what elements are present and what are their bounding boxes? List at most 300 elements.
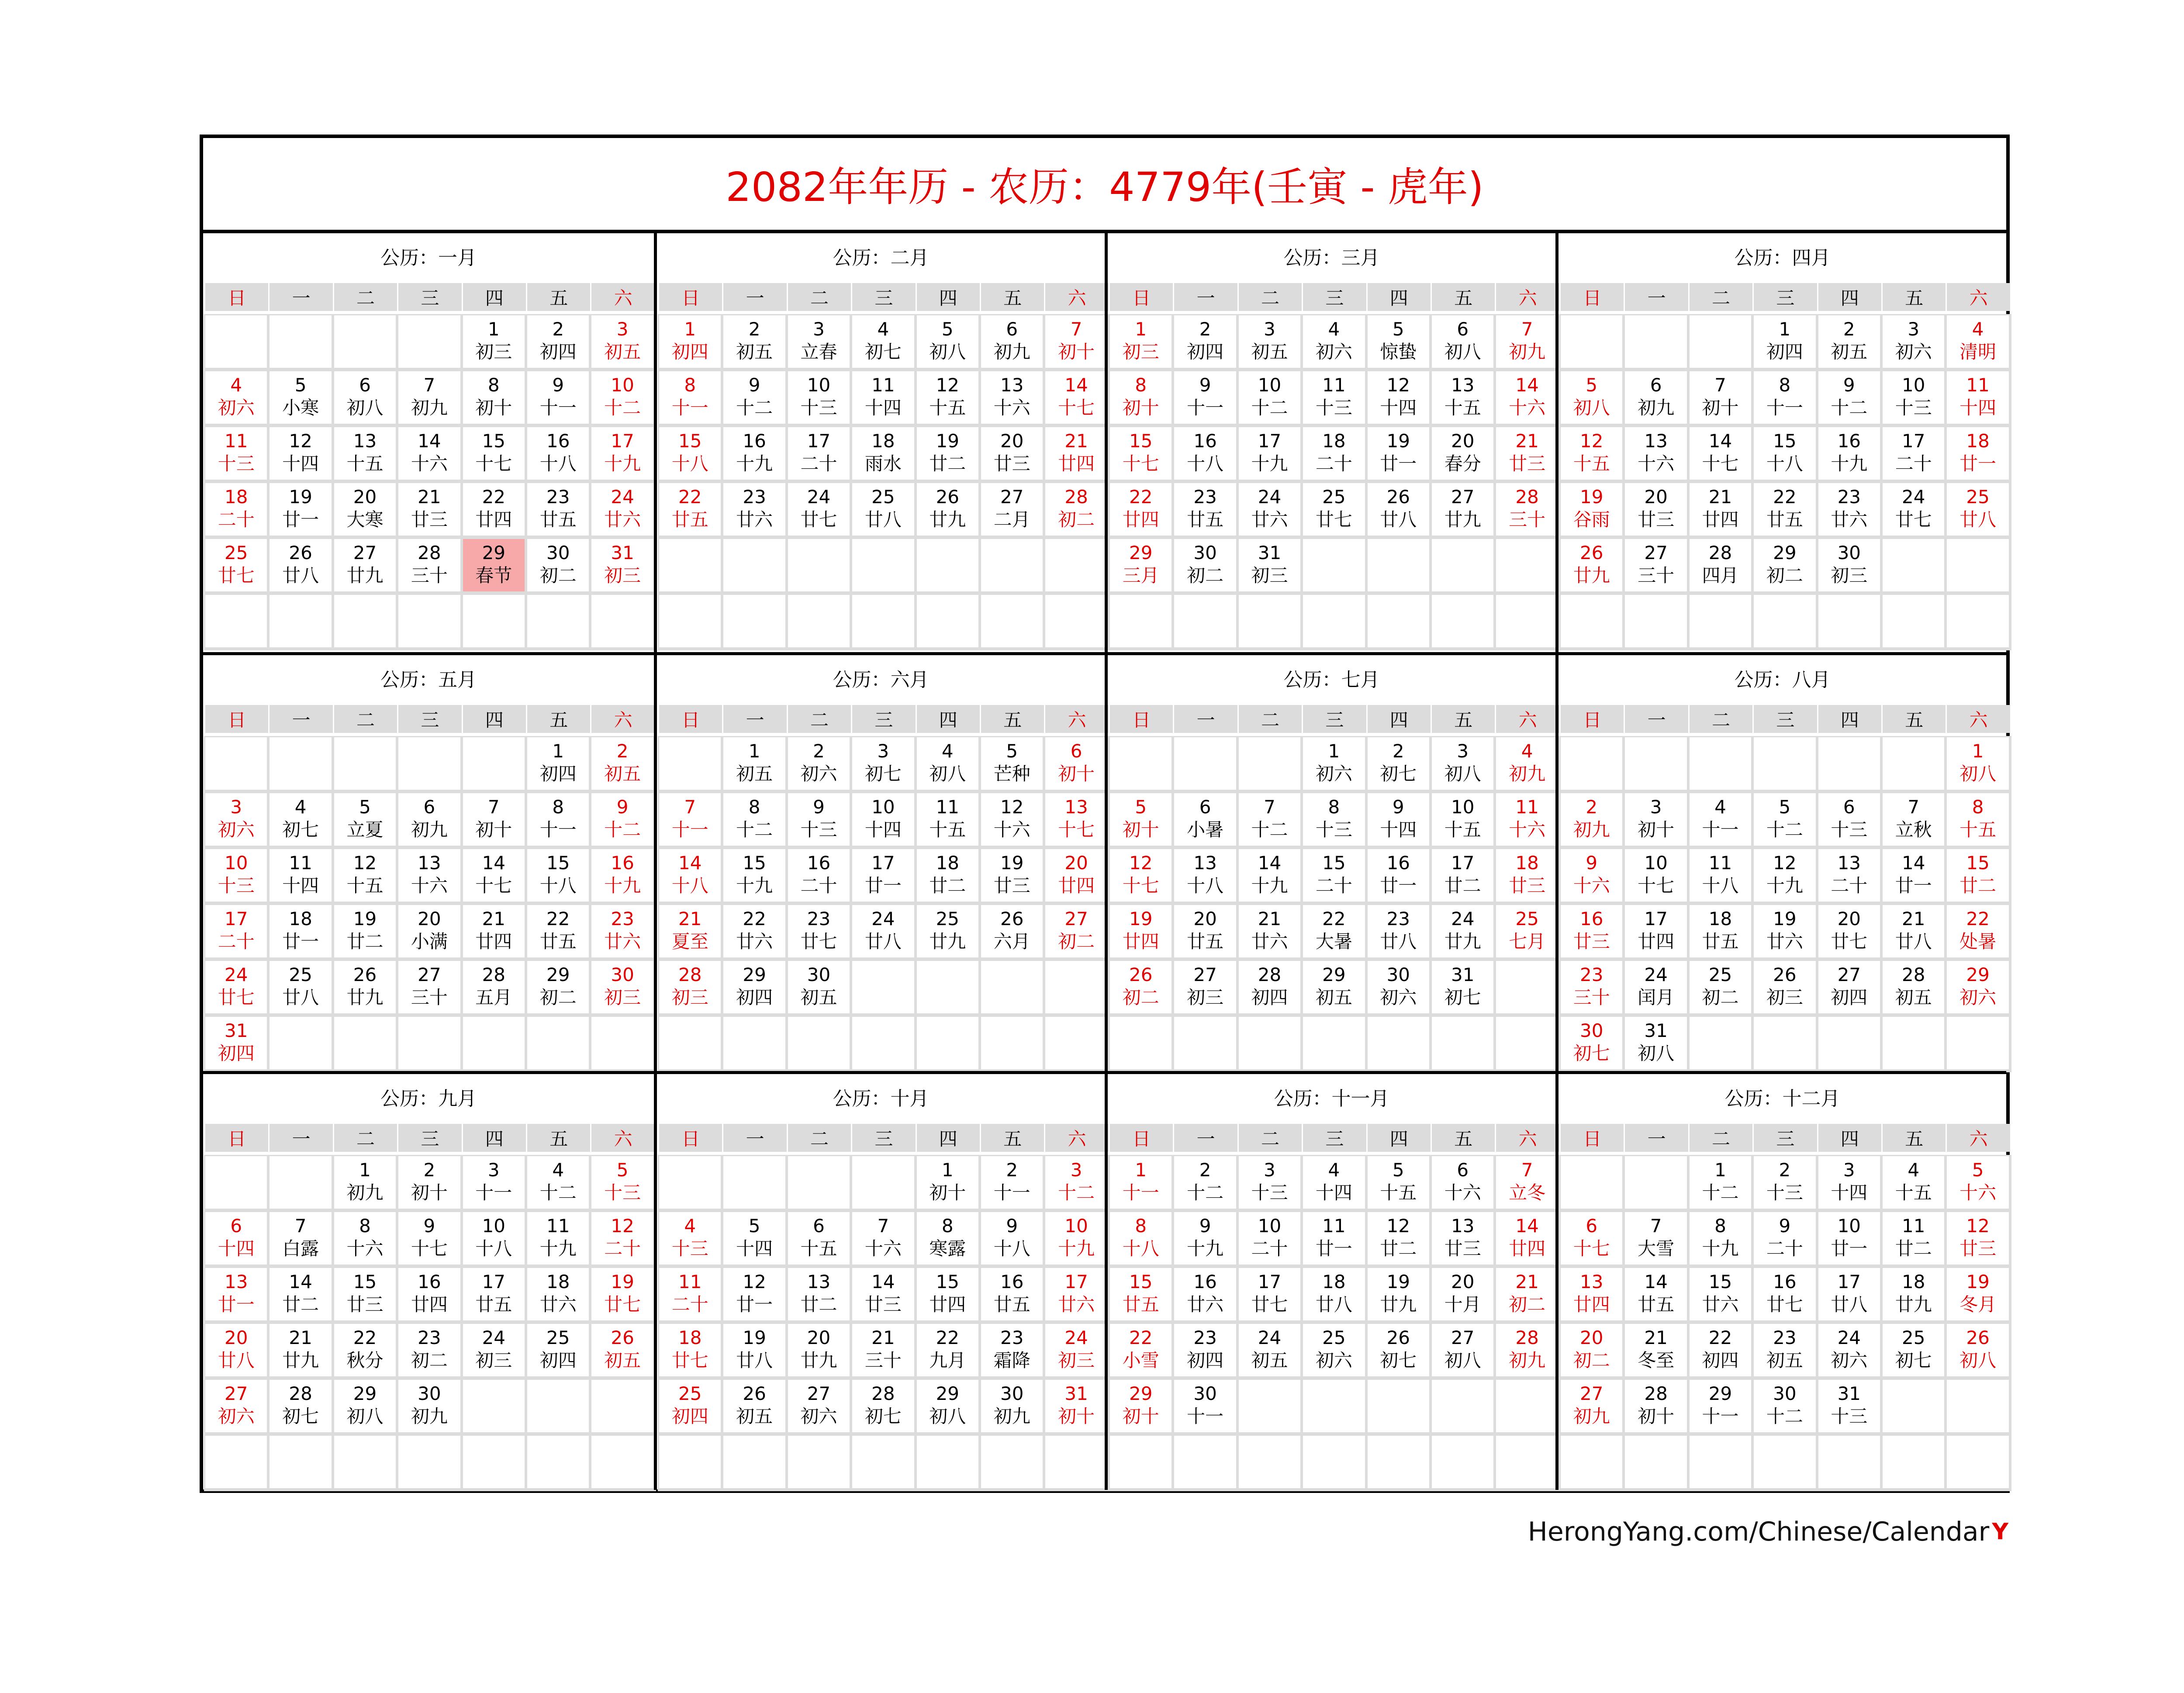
day-cell[interactable] (1625, 905, 1686, 957)
day-cell[interactable] (1174, 371, 1236, 424)
day-cell[interactable] (591, 427, 653, 480)
day-cell[interactable] (723, 737, 785, 790)
day-cell[interactable] (1561, 1380, 1622, 1432)
day-cell[interactable] (981, 793, 1043, 846)
day-cell[interactable] (334, 1380, 396, 1432)
day-cell[interactable] (463, 793, 525, 846)
day-cell[interactable] (398, 961, 460, 1013)
day-cell[interactable] (1690, 1324, 1751, 1376)
day-cell[interactable] (1432, 1268, 1493, 1320)
day-cell[interactable] (659, 483, 721, 536)
day-cell[interactable] (1496, 315, 1558, 368)
day-cell[interactable] (1303, 315, 1365, 368)
day-cell[interactable] (723, 1380, 785, 1432)
day-cell[interactable] (1368, 1324, 1429, 1376)
day-cell[interactable] (1754, 427, 1815, 480)
day-cell[interactable] (1045, 1380, 1107, 1432)
day-cell[interactable] (1368, 793, 1429, 846)
day-cell[interactable] (1625, 371, 1686, 424)
day-cell[interactable] (1561, 483, 1622, 536)
day-cell[interactable] (1432, 1212, 1493, 1265)
day-cell[interactable] (723, 1324, 785, 1376)
day-cell[interactable] (917, 427, 978, 480)
day-cell[interactable] (1561, 961, 1622, 1013)
day-cell[interactable] (398, 1156, 460, 1209)
day-cell[interactable] (1432, 315, 1493, 368)
day-cell[interactable] (981, 483, 1043, 536)
day-cell[interactable] (1174, 1380, 1236, 1432)
day-cell[interactable] (788, 849, 850, 902)
day-cell[interactable] (1883, 371, 1944, 424)
day-cell[interactable] (398, 427, 460, 480)
day-cell[interactable] (1045, 1268, 1107, 1320)
day-cell[interactable] (1625, 427, 1686, 480)
day-cell[interactable] (1818, 849, 1880, 902)
day-cell[interactable] (205, 905, 267, 957)
day-cell[interactable] (1947, 1156, 2008, 1209)
day-cell[interactable] (1045, 905, 1107, 957)
day-cell[interactable] (463, 539, 525, 591)
day-cell[interactable] (1496, 1212, 1558, 1265)
day-cell[interactable] (1625, 849, 1686, 902)
day-cell[interactable] (463, 1212, 525, 1265)
day-cell[interactable] (334, 961, 396, 1013)
day-cell[interactable] (1818, 1324, 1880, 1376)
day-cell[interactable] (1303, 905, 1365, 957)
day-cell[interactable] (981, 1380, 1043, 1432)
day-cell[interactable] (270, 1212, 331, 1265)
day-cell[interactable] (1496, 1268, 1558, 1320)
day-cell[interactable] (1239, 849, 1300, 902)
day-cell[interactable] (1818, 1212, 1880, 1265)
day-cell[interactable] (1174, 1156, 1236, 1209)
day-cell[interactable] (1883, 849, 1944, 902)
day-cell[interactable] (527, 539, 589, 591)
day-cell[interactable] (1947, 737, 2008, 790)
day-cell[interactable] (852, 1268, 914, 1320)
day-cell[interactable] (463, 483, 525, 536)
day-cell[interactable] (463, 905, 525, 957)
day-cell[interactable] (1303, 849, 1365, 902)
day-cell[interactable] (1303, 961, 1365, 1013)
day-cell[interactable] (1496, 427, 1558, 480)
day-cell[interactable] (205, 961, 267, 1013)
day-cell[interactable] (1110, 427, 1171, 480)
day-cell[interactable] (1174, 315, 1236, 368)
day-cell[interactable] (1690, 1156, 1751, 1209)
day-cell[interactable] (723, 483, 785, 536)
day-cell[interactable] (1045, 1212, 1107, 1265)
day-cell[interactable] (1947, 793, 2008, 846)
day-cell[interactable] (1754, 539, 1815, 591)
day-cell[interactable] (1368, 849, 1429, 902)
day-cell[interactable] (1432, 793, 1493, 846)
day-cell[interactable] (917, 849, 978, 902)
day-cell[interactable] (334, 793, 396, 846)
day-cell[interactable] (917, 1380, 978, 1432)
day-cell[interactable] (1368, 1268, 1429, 1320)
day-cell[interactable] (1045, 737, 1107, 790)
day-cell[interactable] (1239, 905, 1300, 957)
day-cell[interactable] (270, 1268, 331, 1320)
day-cell[interactable] (917, 1268, 978, 1320)
day-cell[interactable] (398, 539, 460, 591)
day-cell[interactable] (334, 1156, 396, 1209)
day-cell[interactable] (1110, 1380, 1171, 1432)
day-cell[interactable] (1174, 1268, 1236, 1320)
day-cell[interactable] (1883, 427, 1944, 480)
day-cell[interactable] (398, 905, 460, 957)
day-cell[interactable] (1947, 371, 2008, 424)
day-cell[interactable] (1818, 1268, 1880, 1320)
day-cell[interactable] (527, 1156, 589, 1209)
day-cell[interactable] (1690, 427, 1751, 480)
day-cell[interactable] (852, 849, 914, 902)
day-cell[interactable] (981, 1156, 1043, 1209)
day-cell[interactable] (591, 961, 653, 1013)
day-cell[interactable] (1754, 849, 1815, 902)
day-cell[interactable] (917, 371, 978, 424)
day-cell[interactable] (1818, 315, 1880, 368)
day-cell[interactable] (1368, 483, 1429, 536)
day-cell[interactable] (1947, 427, 2008, 480)
day-cell[interactable] (527, 1324, 589, 1376)
day-cell[interactable] (270, 483, 331, 536)
day-cell[interactable] (1368, 905, 1429, 957)
day-cell[interactable] (1239, 371, 1300, 424)
day-cell[interactable] (463, 427, 525, 480)
day-cell[interactable] (591, 1156, 653, 1209)
day-cell[interactable] (788, 371, 850, 424)
day-cell[interactable] (1754, 1380, 1815, 1432)
day-cell[interactable] (270, 427, 331, 480)
day-cell[interactable] (723, 427, 785, 480)
day-cell[interactable] (1045, 1324, 1107, 1376)
day-cell[interactable] (1883, 1212, 1944, 1265)
day-cell[interactable] (591, 315, 653, 368)
day-cell[interactable] (1174, 483, 1236, 536)
day-cell[interactable] (270, 1324, 331, 1376)
day-cell[interactable] (1303, 1268, 1365, 1320)
day-cell[interactable] (1174, 793, 1236, 846)
day-cell[interactable] (723, 961, 785, 1013)
day-cell[interactable] (1883, 1156, 1944, 1209)
day-cell[interactable] (1045, 427, 1107, 480)
day-cell[interactable] (1625, 1212, 1686, 1265)
day-cell[interactable] (1883, 483, 1944, 536)
day-cell[interactable] (205, 539, 267, 591)
day-cell[interactable] (591, 1268, 653, 1320)
day-cell[interactable] (1818, 961, 1880, 1013)
day-cell[interactable] (1110, 905, 1171, 957)
day-cell[interactable] (788, 737, 850, 790)
day-cell[interactable] (1368, 961, 1429, 1013)
day-cell[interactable] (205, 1324, 267, 1376)
day-cell[interactable] (205, 1017, 267, 1069)
day-cell[interactable] (659, 961, 721, 1013)
day-cell[interactable] (1947, 1324, 2008, 1376)
day-cell[interactable] (1561, 1324, 1622, 1376)
day-cell[interactable] (334, 1212, 396, 1265)
day-cell[interactable] (1174, 849, 1236, 902)
day-cell[interactable] (527, 961, 589, 1013)
day-cell[interactable] (1947, 1212, 2008, 1265)
day-cell[interactable] (659, 1324, 721, 1376)
day-cell[interactable] (1818, 1380, 1880, 1432)
day-cell[interactable] (1947, 905, 2008, 957)
day-cell[interactable] (981, 1212, 1043, 1265)
day-cell[interactable] (527, 737, 589, 790)
day-cell[interactable] (1303, 483, 1365, 536)
day-cell[interactable] (1561, 1017, 1622, 1069)
day-cell[interactable] (659, 371, 721, 424)
day-cell[interactable] (1432, 961, 1493, 1013)
day-cell[interactable] (852, 737, 914, 790)
day-cell[interactable] (527, 371, 589, 424)
day-cell[interactable] (205, 793, 267, 846)
day-cell[interactable] (398, 849, 460, 902)
day-cell[interactable] (334, 371, 396, 424)
day-cell[interactable] (1239, 1268, 1300, 1320)
day-cell[interactable] (1239, 315, 1300, 368)
day-cell[interactable] (1110, 1268, 1171, 1320)
day-cell[interactable] (398, 483, 460, 536)
day-cell[interactable] (659, 1380, 721, 1432)
day-cell[interactable] (1045, 315, 1107, 368)
day-cell[interactable] (659, 1212, 721, 1265)
day-cell[interactable] (1496, 849, 1558, 902)
day-cell[interactable] (591, 737, 653, 790)
day-cell[interactable] (270, 849, 331, 902)
day-cell[interactable] (398, 1324, 460, 1376)
day-cell[interactable] (334, 539, 396, 591)
day-cell[interactable] (205, 1268, 267, 1320)
day-cell[interactable] (1368, 737, 1429, 790)
day-cell[interactable] (270, 961, 331, 1013)
day-cell[interactable] (1110, 315, 1171, 368)
day-cell[interactable] (723, 793, 785, 846)
day-cell[interactable] (1239, 793, 1300, 846)
day-cell[interactable] (591, 1324, 653, 1376)
day-cell[interactable] (205, 427, 267, 480)
day-cell[interactable] (788, 905, 850, 957)
day-cell[interactable] (1561, 539, 1622, 591)
day-cell[interactable] (1174, 539, 1236, 591)
day-cell[interactable] (398, 1268, 460, 1320)
day-cell[interactable] (1303, 737, 1365, 790)
day-cell[interactable] (852, 315, 914, 368)
day-cell[interactable] (917, 1156, 978, 1209)
day-cell[interactable] (1690, 905, 1751, 957)
day-cell[interactable] (527, 793, 589, 846)
day-cell[interactable] (1754, 1268, 1815, 1320)
day-cell[interactable] (1303, 371, 1365, 424)
day-cell[interactable] (659, 315, 721, 368)
day-cell[interactable] (1690, 1212, 1751, 1265)
day-cell[interactable] (1432, 737, 1493, 790)
day-cell[interactable] (981, 427, 1043, 480)
day-cell[interactable] (1174, 905, 1236, 957)
day-cell[interactable] (1110, 371, 1171, 424)
day-cell[interactable] (270, 1380, 331, 1432)
day-cell[interactable] (981, 737, 1043, 790)
day-cell[interactable] (1368, 1212, 1429, 1265)
day-cell[interactable] (917, 737, 978, 790)
day-cell[interactable] (981, 371, 1043, 424)
day-cell[interactable] (1110, 1212, 1171, 1265)
day-cell[interactable] (1045, 483, 1107, 536)
day-cell[interactable] (591, 905, 653, 957)
day-cell[interactable] (788, 427, 850, 480)
day-cell[interactable] (981, 1268, 1043, 1320)
day-cell[interactable] (591, 1212, 653, 1265)
day-cell[interactable] (527, 1212, 589, 1265)
day-cell[interactable] (334, 905, 396, 957)
day-cell[interactable] (723, 905, 785, 957)
day-cell[interactable] (981, 905, 1043, 957)
day-cell[interactable] (334, 1268, 396, 1320)
day-cell[interactable] (527, 483, 589, 536)
day-cell[interactable] (1818, 539, 1880, 591)
day-cell[interactable] (1883, 315, 1944, 368)
day-cell[interactable] (1303, 1324, 1365, 1376)
day-cell[interactable] (917, 315, 978, 368)
day-cell[interactable] (270, 793, 331, 846)
day-cell[interactable] (788, 315, 850, 368)
day-cell[interactable] (1174, 1324, 1236, 1376)
day-cell[interactable] (981, 1324, 1043, 1376)
day-cell[interactable] (723, 315, 785, 368)
day-cell[interactable] (1754, 483, 1815, 536)
day-cell[interactable] (1818, 793, 1880, 846)
day-cell[interactable] (1110, 539, 1171, 591)
day-cell[interactable] (659, 427, 721, 480)
day-cell[interactable] (917, 483, 978, 536)
day-cell[interactable] (463, 1156, 525, 1209)
day-cell[interactable] (1947, 1268, 2008, 1320)
day-cell[interactable] (1045, 1156, 1107, 1209)
day-cell[interactable] (270, 539, 331, 591)
day-cell[interactable] (463, 371, 525, 424)
day-cell[interactable] (1883, 1268, 1944, 1320)
day-cell[interactable] (1496, 793, 1558, 846)
day-cell[interactable] (1625, 1017, 1686, 1069)
day-cell[interactable] (1303, 793, 1365, 846)
day-cell[interactable] (852, 1380, 914, 1432)
day-cell[interactable] (1432, 483, 1493, 536)
day-cell[interactable] (659, 905, 721, 957)
day-cell[interactable] (1690, 483, 1751, 536)
day-cell[interactable] (1303, 1156, 1365, 1209)
day-cell[interactable] (1239, 961, 1300, 1013)
day-cell[interactable] (1368, 427, 1429, 480)
day-cell[interactable] (1754, 1212, 1815, 1265)
day-cell[interactable] (1690, 1268, 1751, 1320)
day-cell[interactable] (852, 1324, 914, 1376)
day-cell[interactable] (1690, 539, 1751, 591)
day-cell[interactable] (1110, 961, 1171, 1013)
day-cell[interactable] (723, 371, 785, 424)
day-cell[interactable] (1432, 371, 1493, 424)
day-cell[interactable] (398, 1380, 460, 1432)
day-cell[interactable] (1818, 905, 1880, 957)
day-cell[interactable] (1174, 1212, 1236, 1265)
day-cell[interactable] (205, 371, 267, 424)
day-cell[interactable] (1690, 961, 1751, 1013)
day-cell[interactable] (1818, 371, 1880, 424)
day-cell[interactable] (1625, 483, 1686, 536)
day-cell[interactable] (463, 961, 525, 1013)
day-cell[interactable] (527, 1268, 589, 1320)
day-cell[interactable] (788, 961, 850, 1013)
day-cell[interactable] (334, 483, 396, 536)
day-cell[interactable] (1883, 1324, 1944, 1376)
day-cell[interactable] (1625, 1268, 1686, 1320)
day-cell[interactable] (1239, 539, 1300, 591)
day-cell[interactable] (1947, 483, 2008, 536)
day-cell[interactable] (1883, 793, 1944, 846)
day-cell[interactable] (852, 1212, 914, 1265)
day-cell[interactable] (659, 1268, 721, 1320)
day-cell[interactable] (723, 1212, 785, 1265)
day-cell[interactable] (527, 315, 589, 368)
day-cell[interactable] (852, 427, 914, 480)
day-cell[interactable] (398, 1212, 460, 1265)
day-cell[interactable] (1239, 427, 1300, 480)
day-cell[interactable] (917, 793, 978, 846)
day-cell[interactable] (1625, 793, 1686, 846)
day-cell[interactable] (659, 849, 721, 902)
day-cell[interactable] (591, 849, 653, 902)
day-cell[interactable] (1110, 849, 1171, 902)
day-cell[interactable] (1496, 737, 1558, 790)
day-cell[interactable] (1947, 849, 2008, 902)
day-cell[interactable] (1625, 1324, 1686, 1376)
day-cell[interactable] (1561, 905, 1622, 957)
day-cell[interactable] (1496, 1324, 1558, 1376)
day-cell[interactable] (591, 539, 653, 591)
day-cell[interactable] (1625, 1380, 1686, 1432)
day-cell[interactable] (270, 905, 331, 957)
day-cell[interactable] (981, 849, 1043, 902)
day-cell[interactable] (1496, 905, 1558, 957)
day-cell[interactable] (1947, 315, 2008, 368)
day-cell[interactable] (334, 427, 396, 480)
day-cell[interactable] (463, 315, 525, 368)
day-cell[interactable] (1368, 371, 1429, 424)
day-cell[interactable] (1045, 793, 1107, 846)
day-cell[interactable] (1239, 1156, 1300, 1209)
day-cell[interactable] (788, 1380, 850, 1432)
day-cell[interactable] (1883, 961, 1944, 1013)
day-cell[interactable] (1883, 905, 1944, 957)
day-cell[interactable] (334, 849, 396, 902)
day-cell[interactable] (1110, 1156, 1171, 1209)
day-cell[interactable] (852, 483, 914, 536)
day-cell[interactable] (1239, 1324, 1300, 1376)
day-cell[interactable] (1561, 371, 1622, 424)
day-cell[interactable] (205, 1380, 267, 1432)
day-cell[interactable] (1754, 961, 1815, 1013)
day-cell[interactable] (527, 427, 589, 480)
day-cell[interactable] (1754, 1156, 1815, 1209)
day-cell[interactable] (917, 905, 978, 957)
day-cell[interactable] (1110, 793, 1171, 846)
day-cell[interactable] (917, 1212, 978, 1265)
day-cell[interactable] (1754, 371, 1815, 424)
day-cell[interactable] (1947, 961, 2008, 1013)
day-cell[interactable] (205, 483, 267, 536)
